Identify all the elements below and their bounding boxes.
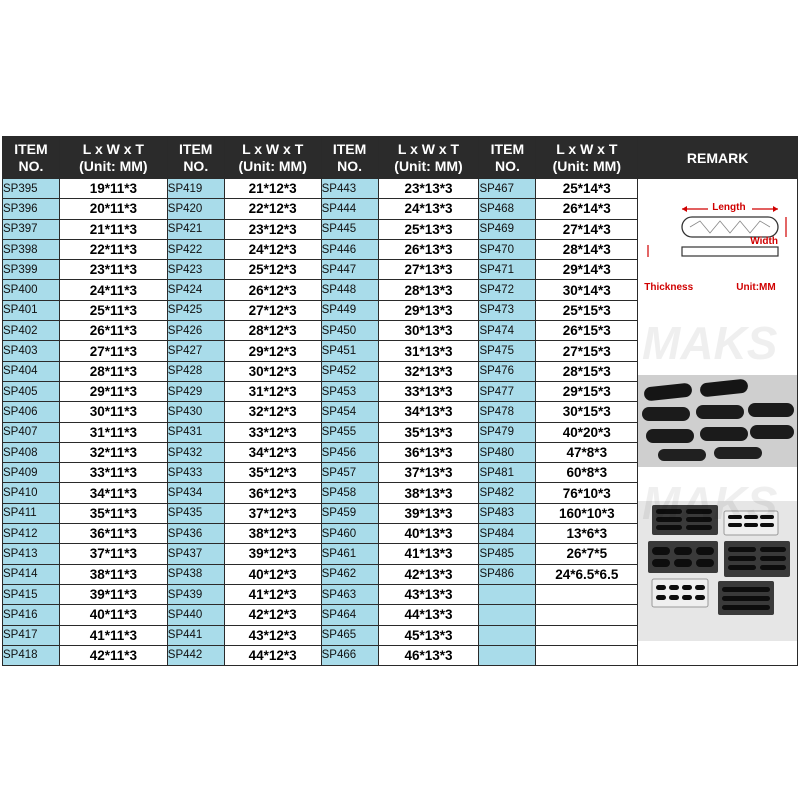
item-no-cell: SP420 [167, 199, 224, 219]
size-cell: 38*12*3 [224, 524, 321, 544]
item-no-cell: SP457 [321, 463, 378, 483]
item-no-cell: SP425 [167, 300, 224, 320]
size-cell: 27*15*3 [536, 341, 638, 361]
size-cell: 25*11*3 [59, 300, 167, 320]
item-no-cell: SP437 [167, 544, 224, 564]
size-cell: 41*12*3 [224, 584, 321, 604]
size-cell: 30*13*3 [378, 321, 479, 341]
size-cell: 32*13*3 [378, 361, 479, 381]
size-cell: 26*15*3 [536, 321, 638, 341]
item-no-cell: SP461 [321, 544, 378, 564]
item-no-cell: SP406 [3, 402, 60, 422]
item-no-cell: SP411 [3, 503, 60, 523]
size-cell: 45*13*3 [378, 625, 479, 645]
width-label: Width [750, 236, 778, 247]
size-cell: 43*12*3 [224, 625, 321, 645]
item-no-cell: SP450 [321, 321, 378, 341]
item-no-cell: SP454 [321, 402, 378, 422]
size-cell: 25*14*3 [536, 179, 638, 199]
size-cell: 40*12*3 [224, 564, 321, 584]
item-no-cell: SP421 [167, 219, 224, 239]
size-cell: 40*20*3 [536, 422, 638, 442]
item-no-cell: SP485 [479, 544, 536, 564]
size-cell: 160*10*3 [536, 503, 638, 523]
size-cell: 31*11*3 [59, 422, 167, 442]
item-no-cell: SP458 [321, 483, 378, 503]
item-no-cell: SP479 [479, 422, 536, 442]
size-cell: 21*11*3 [59, 219, 167, 239]
size-cell: 32*11*3 [59, 442, 167, 462]
item-no-cell: SP476 [479, 361, 536, 381]
item-no-cell: SP412 [3, 524, 60, 544]
size-cell: 60*8*3 [536, 463, 638, 483]
item-no-cell: SP436 [167, 524, 224, 544]
size-cell: 19*11*3 [59, 179, 167, 199]
unit-label: Unit:MM [736, 282, 776, 293]
size-cell: 30*12*3 [224, 361, 321, 381]
item-no-cell: SP409 [3, 463, 60, 483]
size-cell: 34*12*3 [224, 442, 321, 462]
size-cell: 26*12*3 [224, 280, 321, 300]
size-cell: 29*13*3 [378, 300, 479, 320]
item-no-cell: SP452 [321, 361, 378, 381]
item-no-cell: SP404 [3, 361, 60, 381]
item-no-cell: SP464 [321, 605, 378, 625]
size-cell: 39*11*3 [59, 584, 167, 604]
size-cell: 28*15*3 [536, 361, 638, 381]
item-no-cell: SP395 [3, 179, 60, 199]
item-no-cell: SP472 [479, 280, 536, 300]
item-no-cell: SP417 [3, 625, 60, 645]
item-no-cell: SP413 [3, 544, 60, 564]
size-cell: 13*6*3 [536, 524, 638, 544]
item-no-cell: SP442 [167, 645, 224, 665]
item-no-cell: SP430 [167, 402, 224, 422]
header-row [3, 137, 798, 179]
remark-cell [638, 179, 798, 666]
thickness-label: Thickness [644, 282, 694, 293]
item-no-cell: SP403 [3, 341, 60, 361]
size-cell: 24*13*3 [378, 199, 479, 219]
item-no-cell: SP408 [3, 442, 60, 462]
size-cell: 30*15*3 [536, 402, 638, 422]
size-cell: 38*13*3 [378, 483, 479, 503]
arrow-head-icon [682, 206, 687, 212]
item-no-cell: SP422 [167, 239, 224, 259]
item-no-cell [479, 625, 536, 645]
size-cell: 46*13*3 [378, 645, 479, 665]
item-no-cell: SP424 [167, 280, 224, 300]
item-no-cell: SP433 [167, 463, 224, 483]
size-cell: 33*13*3 [378, 381, 479, 401]
item-no-cell: SP480 [479, 442, 536, 462]
item-no-cell: SP397 [3, 219, 60, 239]
item-no-cell: SP426 [167, 321, 224, 341]
size-cell: 25*15*3 [536, 300, 638, 320]
item-no-cell [479, 645, 536, 665]
size-cell: 23*12*3 [224, 219, 321, 239]
item-no-cell: SP438 [167, 564, 224, 584]
size-cell: 26*13*3 [378, 239, 479, 259]
size-cell: 27*11*3 [59, 341, 167, 361]
item-no-header: ITEM NO. [167, 137, 224, 179]
item-no-cell: SP428 [167, 361, 224, 381]
item-no-cell: SP484 [479, 524, 536, 544]
size-table-container [2, 136, 798, 664]
size-cell [536, 625, 638, 645]
size-cell: 41*11*3 [59, 625, 167, 645]
size-cell: 34*13*3 [378, 402, 479, 422]
size-cell: 26*7*5 [536, 544, 638, 564]
item-no-cell: SP481 [479, 463, 536, 483]
size-cell: 27*14*3 [536, 219, 638, 239]
item-no-cell: SP448 [321, 280, 378, 300]
item-no-cell: SP459 [321, 503, 378, 523]
item-no-cell: SP407 [3, 422, 60, 442]
size-cell: 30*14*3 [536, 280, 638, 300]
size-cell: 25*13*3 [378, 219, 479, 239]
item-no-cell: SP462 [321, 564, 378, 584]
size-cell: 36*12*3 [224, 483, 321, 503]
size-cell: 37*11*3 [59, 544, 167, 564]
size-cell: 38*11*3 [59, 564, 167, 584]
item-no-cell: SP474 [479, 321, 536, 341]
pad-top-view [682, 217, 778, 237]
item-no-header: ITEM NO. [3, 137, 60, 179]
size-cell: 30*11*3 [59, 402, 167, 422]
size-cell: 40*11*3 [59, 605, 167, 625]
size-table [2, 136, 798, 666]
item-no-cell: SP423 [167, 260, 224, 280]
arrow-head-icon [773, 206, 778, 212]
size-cell: 29*12*3 [224, 341, 321, 361]
size-cell: 29*15*3 [536, 381, 638, 401]
item-no-cell: SP470 [479, 239, 536, 259]
size-cell: 36*11*3 [59, 524, 167, 544]
item-no-cell: SP469 [479, 219, 536, 239]
size-header: L x W x T (Unit: MM) [536, 137, 638, 179]
item-no-cell: SP415 [3, 584, 60, 604]
size-cell: 31*13*3 [378, 341, 479, 361]
item-no-cell: SP446 [321, 239, 378, 259]
size-cell: 29*14*3 [536, 260, 638, 280]
size-cell: 21*12*3 [224, 179, 321, 199]
item-no-header: ITEM NO. [321, 137, 378, 179]
item-no-cell: SP440 [167, 605, 224, 625]
item-no-cell: SP486 [479, 564, 536, 584]
item-no-cell: SP475 [479, 341, 536, 361]
dimension-diagram [638, 179, 797, 339]
item-no-cell: SP399 [3, 260, 60, 280]
item-no-cell: SP460 [321, 524, 378, 544]
item-no-cell: SP441 [167, 625, 224, 645]
item-no-cell: SP463 [321, 584, 378, 604]
size-cell: 41*13*3 [378, 544, 479, 564]
product-photo-sheets [638, 501, 797, 641]
size-cell: 32*12*3 [224, 402, 321, 422]
size-cell: 44*13*3 [378, 605, 479, 625]
size-cell: 39*13*3 [378, 503, 479, 523]
item-no-cell: SP466 [321, 645, 378, 665]
item-no-cell: SP467 [479, 179, 536, 199]
size-cell: 26*11*3 [59, 321, 167, 341]
size-cell: 39*12*3 [224, 544, 321, 564]
item-no-cell: SP453 [321, 381, 378, 401]
item-no-cell: SP456 [321, 442, 378, 462]
size-cell [536, 584, 638, 604]
item-no-cell: SP444 [321, 199, 378, 219]
item-no-cell: SP468 [479, 199, 536, 219]
item-no-cell [479, 584, 536, 604]
item-no-cell: SP478 [479, 402, 536, 422]
size-cell: 23*11*3 [59, 260, 167, 280]
item-no-cell: SP434 [167, 483, 224, 503]
product-photo-pads [638, 375, 797, 467]
rubber-pads-photo [638, 375, 797, 467]
size-cell: 22*11*3 [59, 239, 167, 259]
item-no-cell: SP418 [3, 645, 60, 665]
item-no-cell: SP477 [479, 381, 536, 401]
size-cell: 29*11*3 [59, 381, 167, 401]
size-cell: 20*11*3 [59, 199, 167, 219]
item-no-cell: SP398 [3, 239, 60, 259]
size-cell: 42*13*3 [378, 564, 479, 584]
size-cell: 28*12*3 [224, 321, 321, 341]
size-cell: 24*12*3 [224, 239, 321, 259]
size-cell: 33*12*3 [224, 422, 321, 442]
table-row [3, 179, 798, 199]
item-no-cell: SP451 [321, 341, 378, 361]
item-no-cell: SP473 [479, 300, 536, 320]
item-no-cell: SP483 [479, 503, 536, 523]
size-cell: 35*11*3 [59, 503, 167, 523]
item-no-cell: SP429 [167, 381, 224, 401]
item-no-cell: SP396 [3, 199, 60, 219]
item-no-cell: SP414 [3, 564, 60, 584]
item-no-cell: SP432 [167, 442, 224, 462]
pad-sheets-photo [638, 501, 797, 641]
item-no-header: ITEM NO. [479, 137, 536, 179]
item-no-cell: SP465 [321, 625, 378, 645]
item-no-cell: SP471 [479, 260, 536, 280]
item-no-cell: SP455 [321, 422, 378, 442]
size-cell: 43*13*3 [378, 584, 479, 604]
length-label: Length [712, 202, 746, 213]
size-cell: 27*12*3 [224, 300, 321, 320]
size-cell: 23*13*3 [378, 179, 479, 199]
size-cell: 34*11*3 [59, 483, 167, 503]
size-cell: 44*12*3 [224, 645, 321, 665]
item-no-cell: SP431 [167, 422, 224, 442]
item-no-cell: SP400 [3, 280, 60, 300]
size-cell: 33*11*3 [59, 463, 167, 483]
item-no-cell: SP401 [3, 300, 60, 320]
size-cell: 27*13*3 [378, 260, 479, 280]
size-cell: 28*11*3 [59, 361, 167, 381]
size-cell [536, 605, 638, 625]
size-cell: 24*11*3 [59, 280, 167, 300]
remark-header: REMARK [638, 137, 798, 179]
size-cell: 22*12*3 [224, 199, 321, 219]
size-header: L x W x T (Unit: MM) [224, 137, 321, 179]
item-no-cell: SP402 [3, 321, 60, 341]
size-cell: 76*10*3 [536, 483, 638, 503]
item-no-cell: SP405 [3, 381, 60, 401]
size-cell: 37*13*3 [378, 463, 479, 483]
size-cell: 31*12*3 [224, 381, 321, 401]
item-no-cell: SP443 [321, 179, 378, 199]
item-no-cell: SP449 [321, 300, 378, 320]
item-no-cell: SP447 [321, 260, 378, 280]
size-cell: 42*11*3 [59, 645, 167, 665]
item-no-cell: SP419 [167, 179, 224, 199]
size-cell: 42*12*3 [224, 605, 321, 625]
size-header: L x W x T (Unit: MM) [378, 137, 479, 179]
size-cell: 26*14*3 [536, 199, 638, 219]
item-no-cell: SP482 [479, 483, 536, 503]
item-no-cell: SP410 [3, 483, 60, 503]
size-cell: 36*13*3 [378, 442, 479, 462]
size-header: L x W x T (Unit: MM) [59, 137, 167, 179]
item-no-cell [479, 605, 536, 625]
pad-side-view [682, 247, 778, 256]
item-no-cell: SP435 [167, 503, 224, 523]
size-cell: 35*13*3 [378, 422, 479, 442]
size-cell: 37*12*3 [224, 503, 321, 523]
item-no-cell: SP439 [167, 584, 224, 604]
size-cell: 35*12*3 [224, 463, 321, 483]
size-cell: 47*8*3 [536, 442, 638, 462]
size-cell: 28*13*3 [378, 280, 479, 300]
item-no-cell: SP445 [321, 219, 378, 239]
size-cell [536, 645, 638, 665]
item-no-cell: SP416 [3, 605, 60, 625]
size-cell: 24*6.5*6.5 [536, 564, 638, 584]
size-cell: 40*13*3 [378, 524, 479, 544]
size-cell: 25*12*3 [224, 260, 321, 280]
size-cell: 28*14*3 [536, 239, 638, 259]
item-no-cell: SP427 [167, 341, 224, 361]
